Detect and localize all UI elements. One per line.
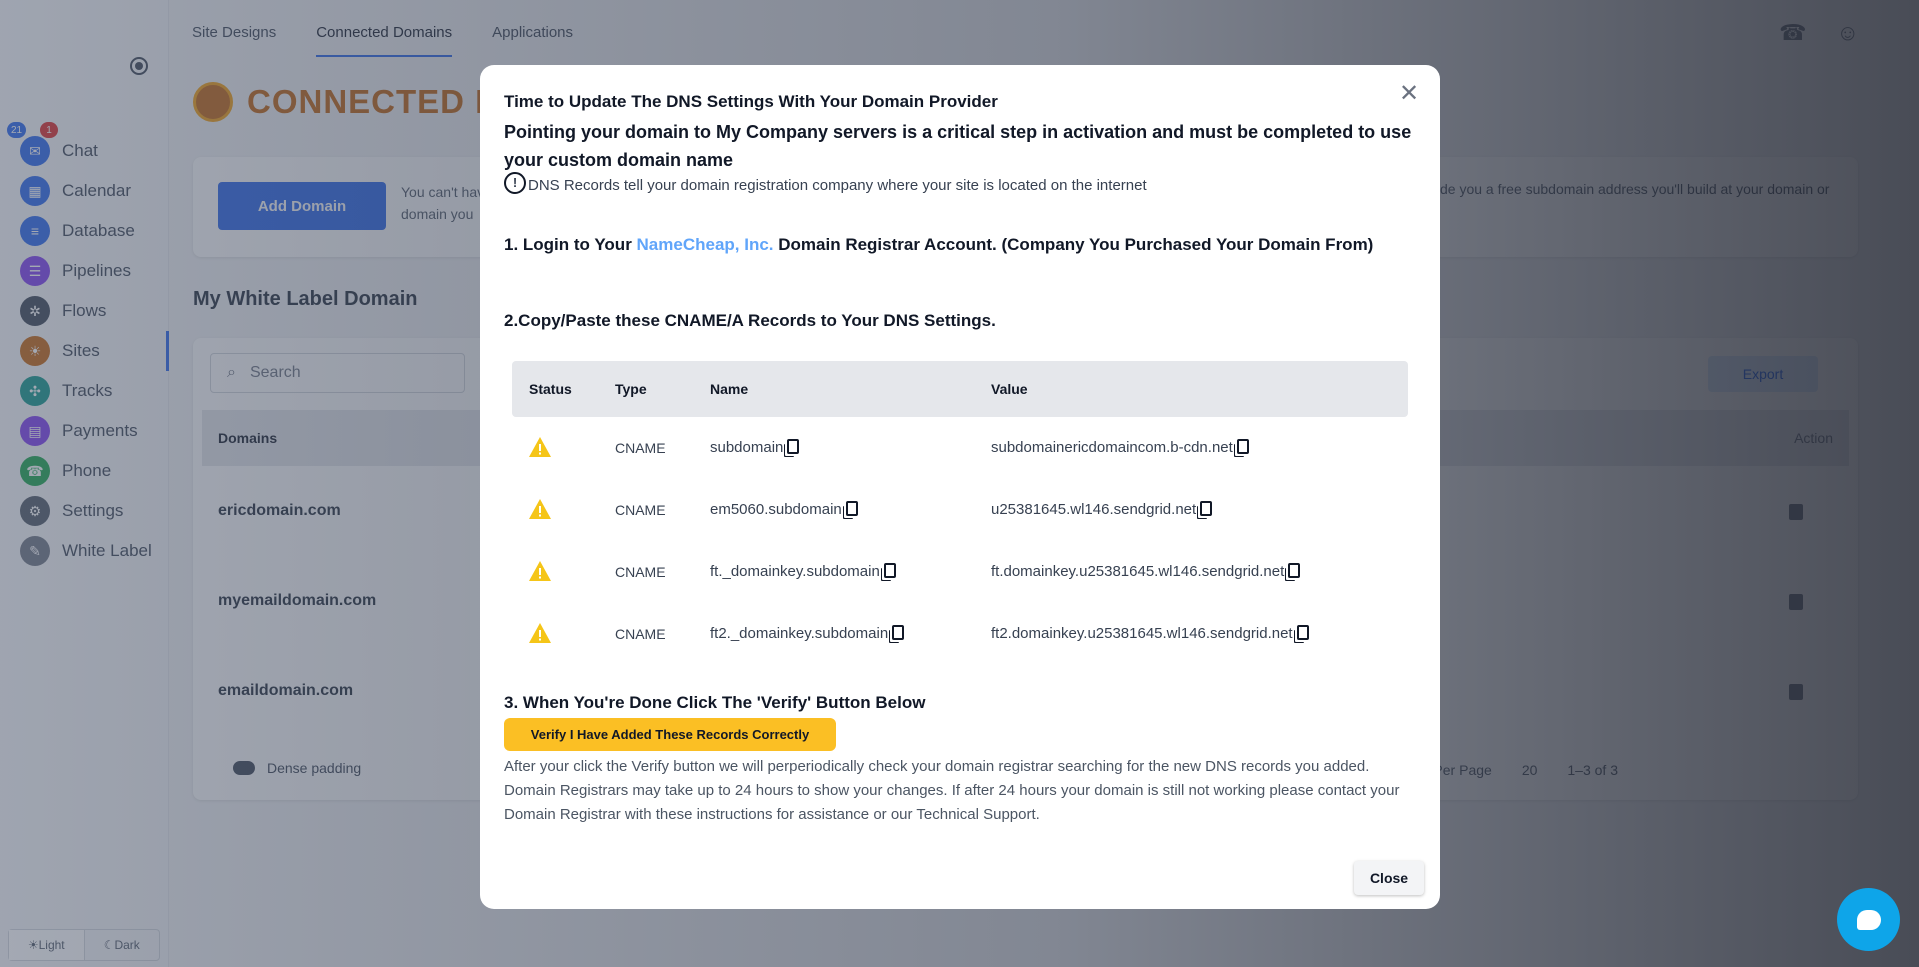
step-1-suffix: Domain Registrar Account. (Company You Purchased Your Domain From) — [773, 235, 1374, 254]
table-row — [512, 603, 1408, 665]
type-header: Type — [615, 381, 647, 397]
note-text: DNS Records tell your domain registration company where your site is located on the internet — [528, 177, 1147, 194]
registrar-link[interactable]: NameCheap, Inc. — [636, 235, 774, 254]
verify-button[interactable]: Verify I Have Added These Records Correctly — [504, 718, 836, 751]
record-name — [710, 439, 799, 456]
record-value-text: subdomainericdomaincom.b-cdn.net — [991, 439, 1233, 456]
warning-icon — [528, 498, 552, 520]
copy-icon[interactable] — [1237, 439, 1249, 454]
copy-icon[interactable] — [884, 563, 896, 578]
step-3: 3. When You're Done Click The 'Verify' Button Below — [504, 693, 926, 712]
dns-records-table — [512, 361, 1408, 665]
verify-instructions: After your click the Verify button we will perperiodically check your domain registrar searching for the new DNS records you added. Domain Registrars may take up to 24 hours to show your changes. If after 24 hours your domain is still not working please contact your Domain Registrar with these instructions for assistance or our Technical Support. — [504, 758, 1400, 823]
warning-icon — [528, 622, 552, 644]
record-name-text: ft2._domainkey.subdomain — [710, 625, 889, 642]
record-type: CNAME — [615, 502, 666, 518]
copy-icon[interactable] — [892, 625, 904, 640]
step-1 — [504, 231, 1404, 259]
close-button[interactable]: Close — [1354, 861, 1424, 895]
table-row — [512, 479, 1408, 541]
close-icon[interactable]: ✕ — [1398, 80, 1420, 107]
copy-icon[interactable] — [1297, 625, 1309, 640]
step-1-prefix: 1. Login to Your — [504, 235, 637, 254]
modal-title: Time to Update The DNS Settings With Your Domain Provider — [504, 92, 998, 111]
record-name — [710, 625, 904, 642]
modal-note — [504, 177, 1147, 194]
record-value-text: ft.domainkey.u25381645.wl146.sendgrid.net — [991, 563, 1285, 580]
table-row — [512, 541, 1408, 603]
record-value-text: u25381645.wl146.sendgrid.net — [991, 501, 1197, 518]
warning-icon — [528, 560, 552, 582]
copy-icon[interactable] — [787, 439, 799, 454]
record-name-text: ft._domainkey.subdomain — [710, 563, 880, 580]
warning-icon — [528, 436, 552, 458]
modal-subtitle: Pointing your domain to My Company servers is a critical step in activation and must be completed to use your custom domain name — [504, 122, 1412, 170]
record-value — [991, 563, 1300, 580]
record-name-text: em5060.subdomain — [710, 501, 842, 518]
record-name-text: subdomain — [710, 439, 784, 456]
copy-icon[interactable] — [1200, 501, 1212, 516]
step-2: 2.Copy/Paste these CNAME/A Records to Your DNS Settings. — [504, 311, 996, 330]
record-value — [991, 625, 1309, 642]
record-value-text: ft2.domainkey.u25381645.wl146.sendgrid.net — [991, 625, 1293, 642]
copy-icon[interactable] — [846, 501, 858, 516]
record-name — [710, 501, 858, 518]
name-header: Name — [710, 381, 749, 397]
record-value — [991, 439, 1249, 456]
record-type: CNAME — [615, 626, 666, 642]
copy-icon[interactable] — [1288, 563, 1300, 578]
record-name — [710, 563, 896, 580]
record-type: CNAME — [615, 564, 666, 580]
info-exclamation-icon: ! — [504, 172, 526, 194]
chat-bubble-icon — [1857, 910, 1881, 930]
record-value — [991, 501, 1212, 518]
dns-settings-modal — [480, 65, 1440, 909]
status-header: Status — [529, 381, 572, 397]
value-header: Value — [991, 381, 1028, 397]
record-type: CNAME — [615, 440, 666, 456]
table-row — [512, 417, 1408, 479]
chat-widget-button[interactable] — [1837, 888, 1900, 951]
dns-table-header — [512, 361, 1408, 417]
